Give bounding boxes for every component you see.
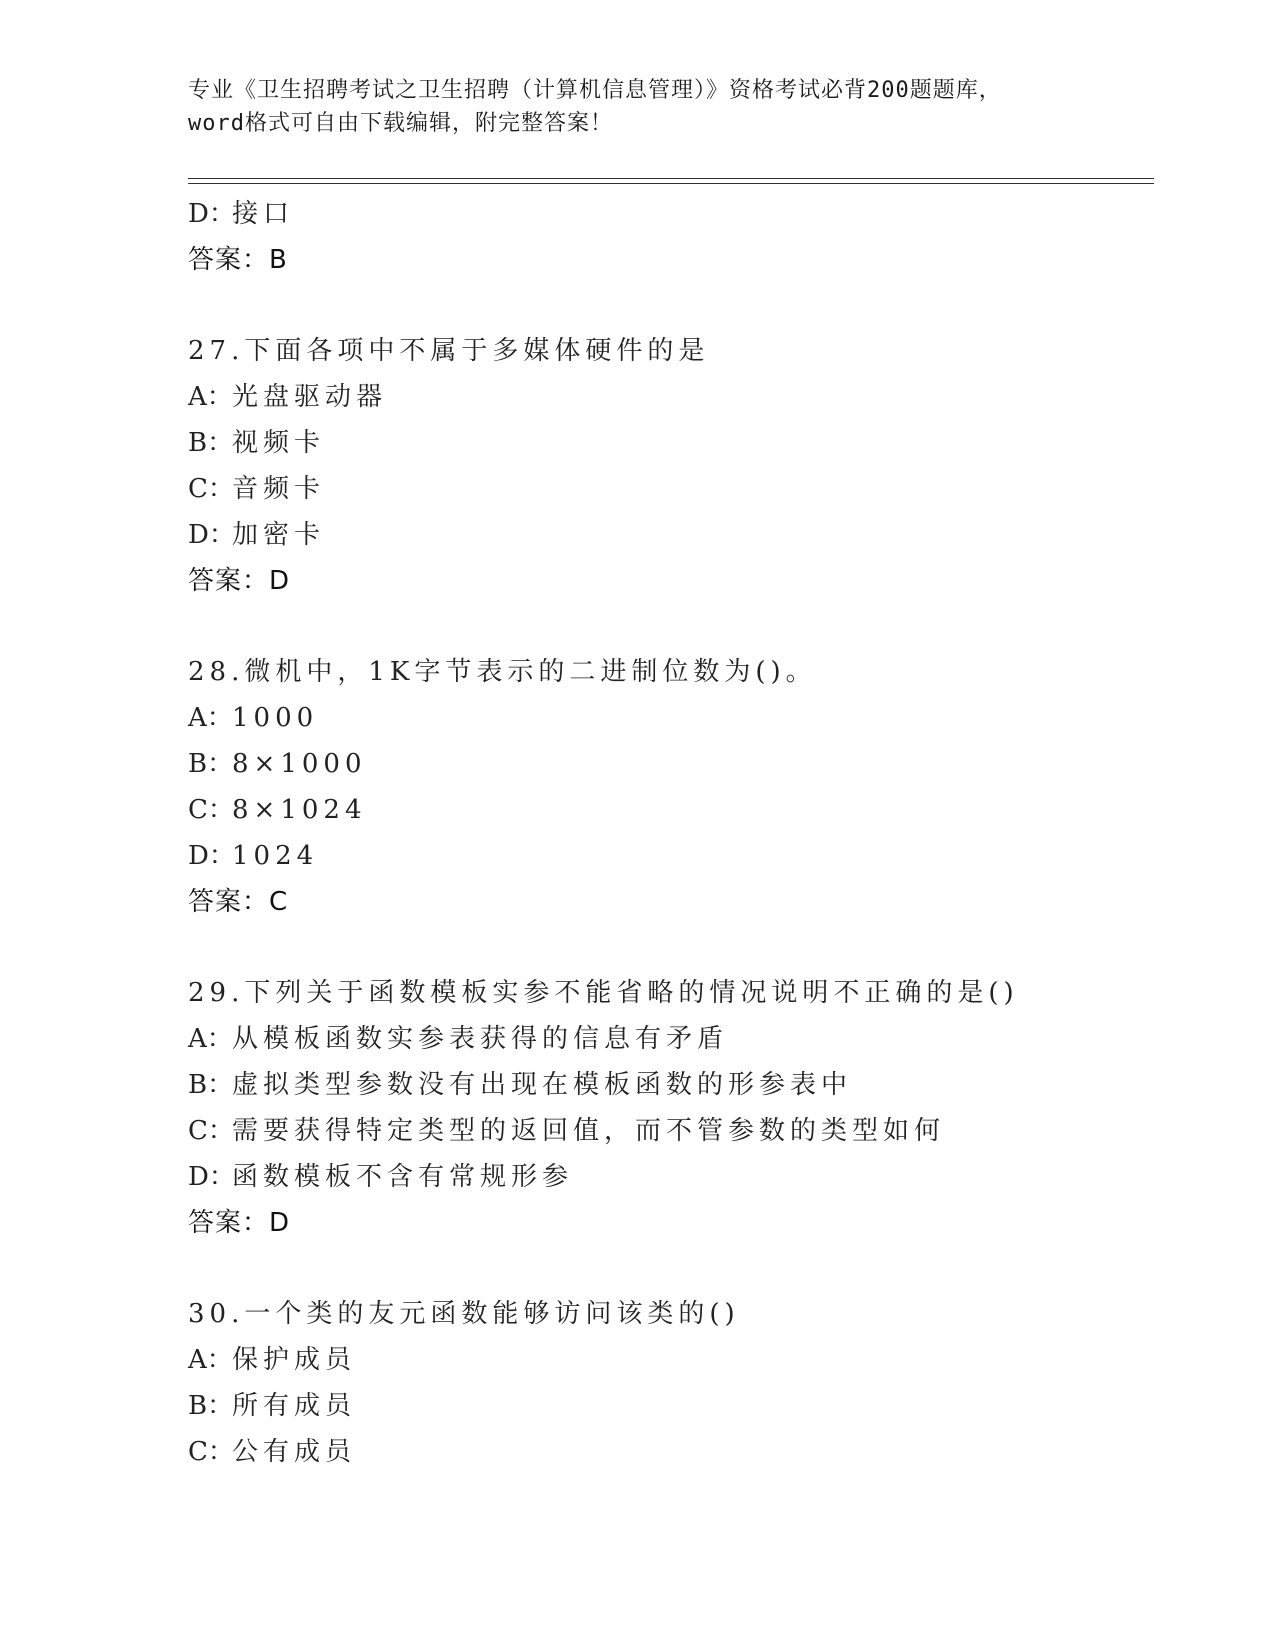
header-title-line-1: 专业《卫生招聘考试之卫生招聘（计算机信息管理）》资格考试必背200题题库， — [188, 78, 1002, 103]
question-list — [188, 191, 1158, 1475]
option-key: C： — [188, 1437, 234, 1467]
question-block — [188, 328, 1158, 604]
option-d — [188, 1154, 1158, 1200]
answer-line: 答案：C — [188, 887, 289, 917]
option-c — [188, 787, 1158, 833]
option-text: 接口 — [232, 199, 295, 229]
question-stem: 29.下列关于函数模板实参不能省略的情况说明不正确的是() — [188, 978, 1019, 1008]
option-text: 虚拟类型参数没有出现在模板函数的形参表中 — [232, 1070, 853, 1100]
option-key: A： — [188, 382, 233, 412]
option-key: A： — [188, 1345, 233, 1375]
option-key: C： — [188, 474, 234, 504]
header-divider-bottom — [188, 183, 1154, 184]
document-header — [188, 74, 1088, 140]
option-key: D： — [188, 199, 235, 229]
answer-line: 答案：B — [188, 245, 288, 275]
option-d — [188, 191, 1158, 237]
option-c — [188, 1429, 1158, 1475]
option-b — [188, 1062, 1158, 1108]
option-key: D： — [188, 841, 235, 871]
option-key: B： — [188, 749, 234, 779]
option-text: 1024 — [232, 841, 319, 871]
option-key: B： — [188, 1391, 234, 1421]
option-b — [188, 1383, 1158, 1429]
question-stem: 27.下面各项中不属于多媒体硬件的是 — [188, 336, 710, 366]
option-text: 8×1000 — [232, 749, 367, 779]
header-title-line-2: word格式可自由下载编辑，附完整答案！ — [188, 111, 613, 136]
question-stem: 30.一个类的友元函数能够访问该类的() — [188, 1299, 740, 1329]
question-block — [188, 970, 1158, 1246]
option-a — [188, 1337, 1158, 1383]
option-text: 8×1024 — [232, 795, 367, 825]
option-text: 视频卡 — [232, 428, 326, 458]
option-text: 音频卡 — [232, 474, 326, 504]
option-a — [188, 695, 1158, 741]
option-text: 加密卡 — [232, 520, 326, 550]
option-text: 光盘驱动器 — [232, 382, 388, 412]
option-d — [188, 512, 1158, 558]
option-key: A： — [188, 1024, 233, 1054]
question-block — [188, 1291, 1158, 1475]
answer-line: 答案：D — [188, 566, 291, 596]
option-text: 函数模板不含有常规形参 — [232, 1162, 574, 1192]
option-key: A： — [188, 703, 233, 733]
option-text: 从模板函数实参表获得的信息有矛盾 — [232, 1024, 729, 1054]
option-key: D： — [188, 520, 235, 550]
option-b — [188, 741, 1158, 787]
option-key: C： — [188, 1116, 234, 1146]
answer-line: 答案：D — [188, 1208, 291, 1238]
question-block — [188, 649, 1158, 925]
option-key: B： — [188, 428, 234, 458]
option-text: 1000 — [232, 703, 319, 733]
option-b — [188, 420, 1158, 466]
option-key: D： — [188, 1162, 235, 1192]
option-a — [188, 374, 1158, 420]
option-text: 需要获得特定类型的返回值，而不管参数的类型如何 — [232, 1116, 946, 1146]
option-c — [188, 1108, 1158, 1154]
option-text: 公有成员 — [232, 1437, 357, 1467]
option-key: B： — [188, 1070, 234, 1100]
option-d — [188, 833, 1158, 879]
header-divider-top — [188, 178, 1154, 179]
question-stem: 28.微机中，1K字节表示的二进制位数为()。 — [188, 657, 817, 687]
option-key: C： — [188, 795, 234, 825]
option-c — [188, 466, 1158, 512]
option-text: 保护成员 — [232, 1345, 357, 1375]
option-a — [188, 1016, 1158, 1062]
option-text: 所有成员 — [232, 1391, 357, 1421]
